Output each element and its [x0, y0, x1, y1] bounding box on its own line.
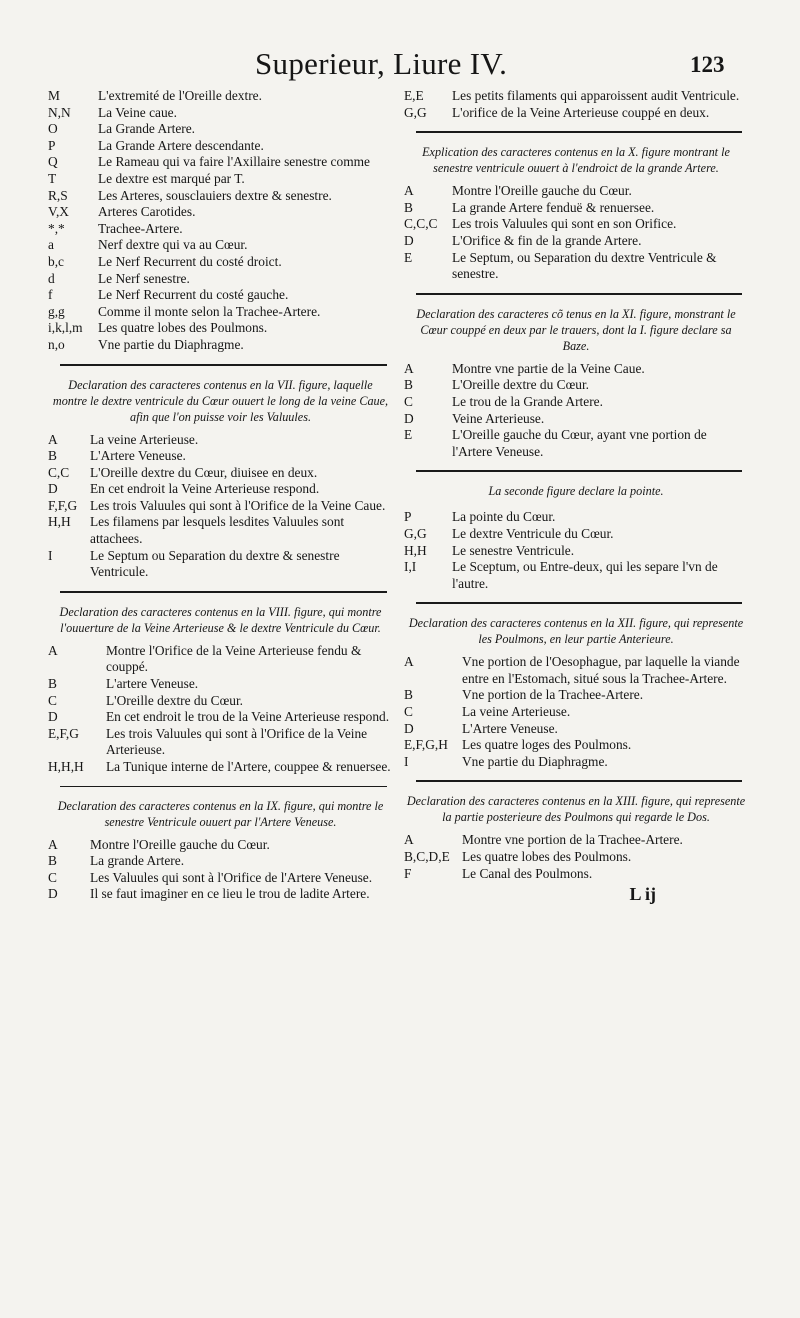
legend-text: L'orifice de la Veine Arterieuse couppé en deux. [452, 104, 710, 120]
legend-letter: C [48, 692, 57, 708]
legend-text: Le Septum, ou Separation du dextre Ventricule & senestre. [452, 249, 717, 282]
legend-letter: G,G [404, 525, 427, 541]
legend-text: Le Rameau qui va faire l'Axillaire senestre comme [98, 154, 370, 170]
legend-letter: *,* [48, 220, 65, 236]
legend-letter: C [404, 704, 413, 720]
legend-entry [48, 643, 393, 676]
legend-text: Les quatre lobes des Poulmons. [462, 849, 632, 865]
legend-letter: F [404, 865, 412, 881]
legend-letter: A [48, 642, 58, 658]
legend-entry [48, 870, 393, 887]
legend-entry [48, 138, 393, 155]
legend-letter: P [404, 509, 412, 525]
legend-text: La Tunique interne de l'Artere, couppee & renuersee. [106, 759, 391, 774]
legend-letter: g,g [48, 303, 65, 319]
legend-entry [404, 200, 748, 217]
legend-letter: V,X [48, 204, 69, 220]
legend-text: L'Artere Veneuse. [90, 448, 186, 464]
legend-text: Vne partie du Diaphragme. [462, 753, 608, 769]
legend-letter: A [48, 836, 58, 852]
legend-letter: a [48, 237, 54, 253]
legend-entry [404, 509, 748, 526]
legend-text: La Grande Artere. [98, 121, 196, 137]
section-heading: Explication des caracteres contenus en la X. figure montrant le senestre ventricule ouuert à l'endroict de la grande Artere. [422, 145, 730, 176]
legend-text: Les trois Valuules qui sont à l'Orifice de la Veine Caue. [90, 497, 386, 513]
section-figure-vii [48, 377, 393, 581]
legend-text: Trachee-Artere. [98, 220, 183, 236]
legend-letter: B [404, 377, 413, 393]
legend-text: La Grande Artere descendante. [98, 137, 264, 153]
legend-text: En cet endroit la Veine Arterieuse respond. [90, 481, 320, 497]
legend-letter: D [48, 481, 58, 497]
legend-letter: E,F,G,H [404, 737, 448, 753]
legend-entry [404, 394, 748, 411]
signature-mark: L ij [629, 884, 656, 905]
legend-letter: B [48, 448, 57, 464]
legend-entry [48, 498, 393, 515]
legend-entry [48, 154, 393, 171]
legend-entry [404, 411, 748, 428]
legend-entry [404, 427, 748, 460]
legend-text: Vne partie du Diaphragme. [98, 336, 244, 352]
legend-text: Les quatre loges des Poulmons. [462, 737, 632, 753]
legend-entry [404, 559, 748, 592]
page-number: 123 [690, 52, 725, 77]
legend-letter: C,C [48, 464, 70, 480]
legend-text: Les Valuules qui sont à l'Orifice de l'Artere Veneuse. [90, 869, 373, 885]
legend-entry [404, 704, 748, 721]
legend-text: Le Canal des Poulmons. [462, 865, 593, 881]
legend-entry [404, 543, 748, 560]
legend-letter: D [48, 709, 58, 725]
legend-letter: D [404, 410, 414, 426]
legend-letter: Q [48, 154, 58, 170]
legend-entry [404, 721, 748, 738]
section-heading: Declaration des caracteres contenus en la IX. figure, qui montre le senestre Ventricule ouuert par l'Artere Veneuse. [57, 798, 384, 829]
legend-entry [404, 754, 748, 771]
legend-letter: B [48, 853, 57, 869]
right-column [404, 88, 748, 905]
legend-entry [48, 481, 393, 498]
section-heading: Declaration des caracteres contenus en la XII. figure, qui represente les Poulmons, en leur partie Anterieure. [408, 616, 744, 647]
legend-letter: D [404, 720, 414, 736]
legend-entry [404, 361, 748, 378]
legend-text: Montre l'Oreille gauche du Cœur. [90, 836, 270, 852]
legend-letter: C [404, 393, 413, 409]
legend-text: Le dextre Ventricule du Cœur. [452, 525, 614, 541]
legend-letter: E [404, 249, 413, 265]
section-divider [416, 470, 742, 472]
section-divider [60, 786, 387, 787]
legend-letter: B [404, 199, 413, 215]
legend-text: Vne portion de l'Oesophague, par laquelle la viande entre en l'Estomach, situé sous la Trachee-Artere. [462, 654, 740, 686]
legend-text: Montre l'Orifice de la Veine Arterieuse fendu & couppé. [106, 642, 362, 675]
legend-entry [48, 254, 393, 271]
legend-letter: D [48, 886, 58, 902]
section-divider [60, 364, 387, 366]
legend-entry [48, 676, 393, 693]
legend-letter: n,o [48, 336, 65, 352]
legend-text: Il se faut imaginer en ce lieu le trou de ladite Artere. [90, 886, 370, 902]
legend-letter: I [48, 547, 53, 563]
legend-text: Montre vne partie de la Veine Caue. [452, 360, 645, 376]
left-column [48, 88, 393, 903]
legend-entry [48, 448, 393, 465]
legend-letter: M [48, 88, 60, 103]
legend-entry [404, 654, 748, 687]
legend-letter: O [48, 121, 58, 137]
legend-entry [48, 693, 393, 710]
legend-entry [404, 377, 748, 394]
legend-text: Montre l'Oreille gauche du Cœur. [452, 183, 632, 199]
legend-text: Les quatre lobes des Poulmons. [98, 320, 268, 336]
legend-text: L'Oreille dextre du Cœur. [452, 377, 590, 393]
running-title: Superieur, Liure IV. [255, 46, 508, 81]
section-divider [416, 293, 742, 295]
legend-letter: E,F,G [48, 725, 79, 741]
legend-text: Les filamens par lesquels lesdites Valuules sont attachees. [90, 514, 345, 547]
legend-letter: B,C,D,E [404, 849, 450, 865]
section-heading: La seconde figure declare la pointe. [488, 484, 664, 499]
legend-text: Montre vne portion de la Trachee-Artere. [462, 832, 683, 848]
legend-letter: C,C,C [404, 216, 438, 232]
legend-entry [48, 304, 393, 321]
legend-text: Arteres Carotides. [98, 204, 196, 220]
legend-text: Les trois Valuules qui sont en son Orifice. [452, 216, 677, 232]
legend-entry [48, 514, 393, 547]
section-divider [416, 131, 742, 133]
legend-entry [404, 233, 748, 250]
legend-letter: H,H [48, 514, 71, 530]
legend-letter: I [404, 753, 409, 769]
section-divider [60, 591, 387, 593]
legend-text: La grande Artere. [90, 853, 185, 869]
legend-text: L'Orifice & fin de la grande Artere. [452, 232, 642, 248]
legend-text: Le Sceptum, ou Entre-deux, qui les separe l'vn de l'autre. [452, 559, 718, 591]
legend-letter: f [48, 287, 53, 303]
legend-text: Le Nerf Recurrent du costé gauche. [98, 287, 289, 303]
legend-entry [404, 737, 748, 754]
legend-letter: R,S [48, 187, 68, 203]
legend-text: La pointe du Cœur. [452, 509, 556, 525]
legend-letter: B [404, 687, 413, 703]
legend-text: L'artere Veneuse. [106, 676, 199, 692]
legend-text: Les petits filaments qui apparoissent audit Ventricule. [452, 88, 740, 103]
legend-entry [48, 121, 393, 138]
legend-entry [404, 832, 748, 849]
legend-entry [404, 849, 748, 866]
section-figure-x [404, 144, 748, 283]
legend-text: L'Oreille gauche du Cœur, ayant vne portion de l'Artere Veneuse. [452, 427, 707, 459]
legend-letter: P [48, 137, 56, 153]
continued-legend-list [48, 88, 393, 354]
section-heading: Declaration des caracteres contenus en la VIII. figure, qui montre l'ouuerture de la Veine Arterieuse & le dextre Ventricule du Cœur. [59, 604, 382, 635]
legend-letter: H,H [404, 542, 427, 558]
legend-text: Nerf dextre qui va au Cœur. [98, 237, 248, 253]
legend-entry [48, 548, 393, 581]
legend-entry [404, 216, 748, 233]
legend-letter: A [404, 360, 414, 376]
legend-text: Les Arteres, sousclauiers dextre & senestre. [98, 187, 332, 203]
legend-letter: A [404, 654, 414, 670]
section-heading: Declaration des caracteres contenus en la VII. figure, laquelle montre le dextre ventricule du Cœur ouuert le long de la veine Caue, afin que l'on puisse voir les Valuules. [52, 377, 389, 424]
legend-letter: D [404, 232, 414, 248]
legend-text: Le dextre est marqué par T. [98, 170, 245, 186]
legend-entry [48, 432, 393, 449]
legend-text: L'Oreille dextre du Cœur, diuisee en deux. [90, 464, 318, 480]
section-figure-ix [48, 798, 393, 903]
legend-text: La veine Arterieuse. [90, 431, 199, 447]
legend-entry [404, 687, 748, 704]
section-figure-xi [404, 306, 748, 461]
legend-text: L'Artere Veneuse. [462, 720, 558, 736]
legend-entry [48, 88, 393, 105]
legend-text: Le trou de la Grande Artere. [452, 393, 603, 409]
legend-entry [48, 465, 393, 482]
legend-entry [48, 105, 393, 122]
legend-entry [48, 726, 393, 759]
legend-text: Le senestre Ventricule. [452, 542, 575, 558]
legend-letter: H,H,H [48, 759, 84, 774]
legend-entry [48, 837, 393, 854]
legend-text: La Veine caue. [98, 104, 177, 120]
legend-letter: G,G [404, 104, 427, 120]
legend-entry [404, 183, 748, 200]
legend-entry [48, 221, 393, 238]
legend-letter: T [48, 170, 57, 186]
legend-entry [48, 237, 393, 254]
legend-text: Veine Arterieuse. [452, 410, 545, 426]
legend-entry [48, 271, 393, 288]
legend-letter: N,N [48, 104, 71, 120]
legend-entry [404, 866, 748, 883]
section-divider [416, 602, 742, 604]
legend-letter: d [48, 270, 55, 286]
running-header [0, 46, 800, 86]
section-heading: Declaration des caracteres contenus en la XIII. figure, qui represente la partie posterieure des Poulmons qui regarde le Dos. [406, 794, 746, 825]
legend-letter: B [48, 676, 57, 692]
legend-letter: F,F,G [48, 497, 78, 513]
section-divider [416, 780, 742, 782]
legend-entry [404, 105, 748, 122]
section-figure-xii [404, 615, 748, 770]
legend-letter: I,I [404, 559, 417, 575]
continued-legend-list [404, 88, 748, 121]
legend-letter: E [404, 427, 413, 443]
legend-entry [48, 709, 393, 726]
legend-text: L'extremité de l'Oreille dextre. [98, 88, 262, 103]
legend-entry [404, 526, 748, 543]
legend-text: Les trois Valuules qui sont à l'Orifice de la Veine Arterieuse. [106, 725, 368, 758]
legend-text: Le Septum ou Separation du dextre & senestre Ventricule. [90, 547, 340, 580]
legend-entry [48, 287, 393, 304]
section-second-figure [404, 483, 748, 592]
legend-entry [404, 250, 748, 283]
legend-letter: b,c [48, 253, 64, 269]
legend-letter: i,k,l,m [48, 320, 83, 336]
legend-entry [48, 853, 393, 870]
section-figure-viii [48, 604, 393, 776]
section-heading: Declaration des caracteres cõ tenus en la XI. figure, monstrant le Cœur couppé en deux par le trauers, dont la I. figure declare sa Baze. [416, 306, 736, 353]
legend-letter: A [404, 183, 414, 199]
legend-text: La veine Arterieuse. [462, 704, 571, 720]
legend-entry [48, 337, 393, 354]
legend-letter: A [48, 431, 58, 447]
legend-entry [404, 88, 748, 105]
legend-entry [48, 188, 393, 205]
legend-entry [48, 759, 393, 776]
legend-text: Vne portion de la Trachee-Artere. [462, 687, 644, 703]
legend-text: Le Nerf senestre. [98, 270, 190, 286]
legend-letter: E,E [404, 88, 424, 103]
legend-text: Comme il monte selon la Trachee-Artere. [98, 303, 321, 319]
legend-entry [48, 171, 393, 188]
legend-letter: C [48, 869, 57, 885]
legend-text: La grande Artere fenduë & renuersee. [452, 199, 655, 215]
legend-text: L'Oreille dextre du Cœur. [106, 692, 244, 708]
section-figure-xiii [404, 793, 748, 882]
legend-text: En cet endroit le trou de la Veine Arterieuse respond. [106, 709, 390, 725]
legend-entry [48, 320, 393, 337]
legend-entry [48, 204, 393, 221]
legend-entry [48, 886, 393, 903]
legend-letter: A [404, 832, 414, 848]
legend-text: Le Nerf Recurrent du costé droict. [98, 253, 282, 269]
